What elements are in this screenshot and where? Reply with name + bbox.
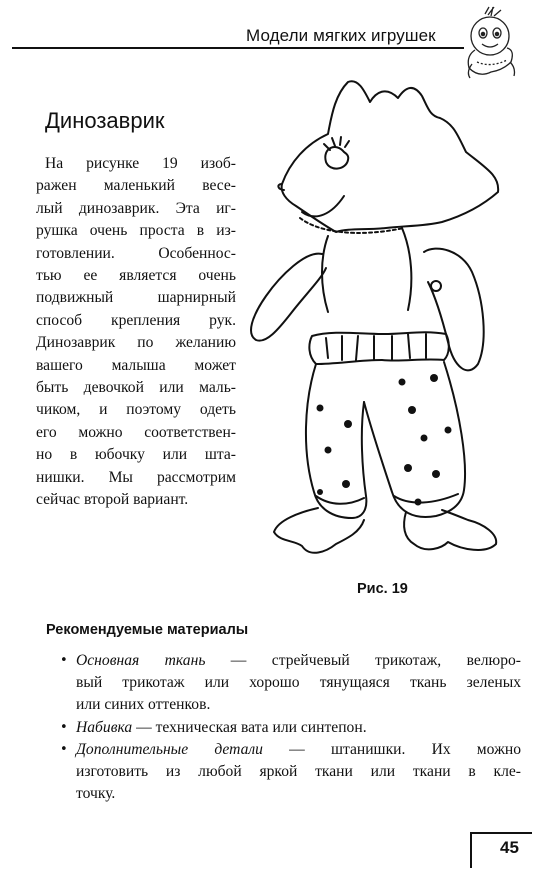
intro-line: вашего малыша может bbox=[36, 356, 236, 374]
material-desc: — техническая вата или синтепон. bbox=[132, 718, 367, 736]
figure-caption: Рис. 19 bbox=[357, 581, 408, 597]
dino-pants-left bbox=[306, 364, 366, 518]
materials-heading: Рекомендуемые материалы bbox=[46, 622, 249, 638]
intro-line: подвижный шарнирный bbox=[36, 289, 236, 307]
intro-line: нишки. Мы рассмотрим bbox=[36, 468, 236, 486]
intro-line: способ крепления рук. bbox=[36, 311, 236, 329]
material-term: Дополнительные детали bbox=[76, 740, 263, 758]
intro-line: готовлении. Особеннос- bbox=[36, 244, 236, 262]
dino-right-arm bbox=[424, 249, 484, 371]
dino-left-arm bbox=[251, 254, 326, 341]
material-line bbox=[76, 650, 521, 672]
intro-line: Динозаврик по желанию bbox=[36, 334, 236, 352]
article-title: Динозаврик bbox=[45, 107, 165, 133]
dino-pants-dots bbox=[317, 374, 452, 506]
dino-left-foot bbox=[274, 508, 364, 553]
material-line bbox=[76, 739, 521, 761]
bullet-icon: • bbox=[60, 719, 68, 735]
dino-body bbox=[322, 228, 411, 312]
dinosaur-toy-illustration bbox=[236, 72, 508, 580]
intro-line: тью ее является очень bbox=[36, 267, 236, 285]
intro-line: чиком, и поэтому одеть bbox=[36, 401, 236, 419]
page-number: 45 bbox=[500, 838, 519, 857]
list-item bbox=[0, 650, 533, 717]
intro-line: сейчас второй вариант. bbox=[36, 491, 189, 509]
running-header-title: Модели мягких игрушек bbox=[246, 26, 436, 45]
materials-list bbox=[0, 650, 533, 805]
intro-line: его можно соответствен- bbox=[36, 423, 236, 441]
dino-pants-right bbox=[364, 362, 465, 517]
material-desc: — штанишки. Их можно bbox=[262, 740, 521, 758]
material-desc: — стрейчевый трикотаж, велюро- bbox=[205, 652, 521, 669]
material-line: вый трикотаж или хорошо тянущаяся ткань зеленых bbox=[76, 674, 521, 692]
material-line: или синих оттенков. bbox=[76, 696, 211, 714]
intro-line: быть девочкой или маль- bbox=[36, 379, 236, 397]
intro-line: ражен маленький весе- bbox=[36, 177, 236, 195]
intro-line: рушка очень проста в из- bbox=[36, 222, 236, 240]
intro-line: На рисунке 19 изоб- bbox=[45, 155, 236, 172]
material-line bbox=[76, 717, 521, 739]
intro-line: но в юбочку или шта- bbox=[36, 446, 236, 464]
material-line: точку. bbox=[76, 785, 116, 803]
dino-head bbox=[282, 81, 499, 232]
header-rule bbox=[12, 47, 464, 49]
bullet-icon: • bbox=[60, 741, 68, 757]
bullet-icon: • bbox=[60, 653, 68, 668]
intro-line: лый динозаврик. Эта иг- bbox=[36, 199, 236, 217]
material-term: Набивка bbox=[76, 718, 133, 736]
material-term: Основная ткань bbox=[76, 652, 206, 669]
list-item bbox=[0, 739, 533, 806]
material-line: изготовить из любой яркой ткани или ткани в кле- bbox=[76, 763, 521, 781]
list-item bbox=[0, 717, 533, 739]
intro-paragraph bbox=[36, 153, 236, 512]
